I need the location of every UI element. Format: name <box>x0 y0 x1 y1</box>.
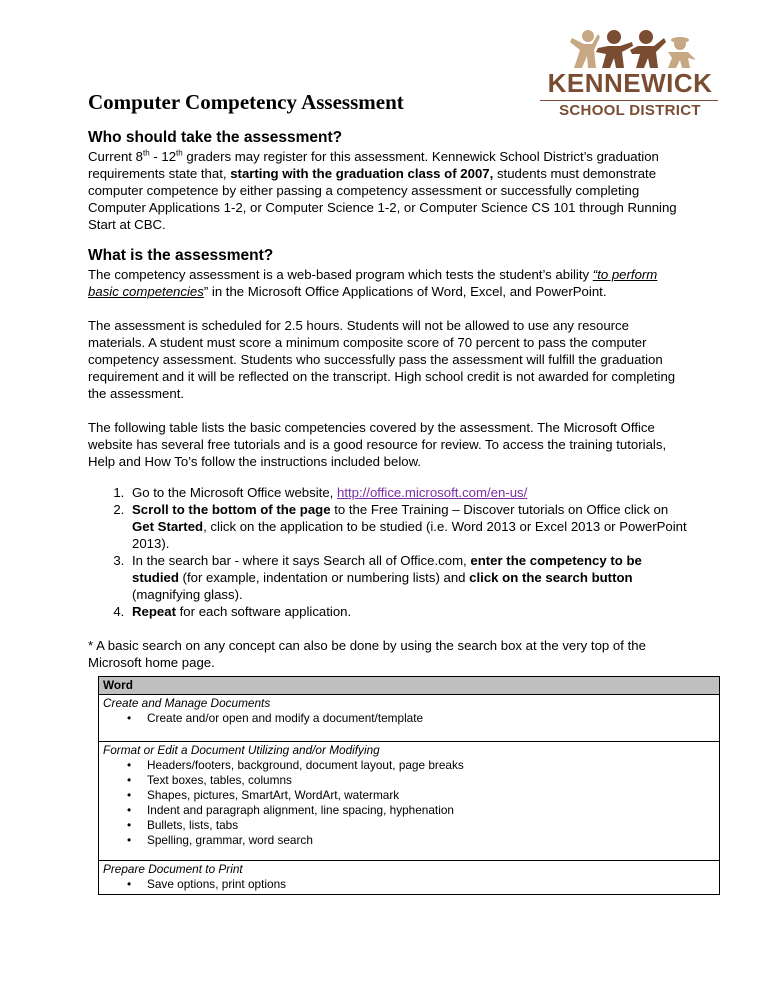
competency-group-title: Create and Manage Documents <box>103 696 271 710</box>
instruction-step: 4. Repeat for each software application. <box>128 603 688 620</box>
competency-item: • Create and/or open and modify a document/template <box>103 711 715 726</box>
what-paragraph-3: The following table lists the basic competencies covered by the assessment. The Microsoft Office website has several free tutorials and is a good resource for review. To access the training tutorials, Help and How To’s follow the instructions included below. <box>88 420 667 469</box>
logo-subtitle: SCHOOL DISTRICT <box>559 102 701 119</box>
instruction-step: 2. Scroll to the bottom of the page to the Free Training – Discover tutorials on Office click on Get Started, click on the application to be studied (i.e. Word 2013 or Excel 2013 or PowerPoint 2013). <box>128 501 688 552</box>
competency-item: • Indent and paragraph alignment, line spacing, hyphenation <box>103 803 715 818</box>
what-paragraph-1: The competency assessment is a web-based program which tests the student’s ability “to perform basic competencies” in the Microsoft Office Applications of Word, Excel, and PowerPoint. <box>88 267 658 299</box>
people-figures-icon <box>538 28 720 72</box>
document-body <box>88 128 688 671</box>
table-row <box>99 695 720 742</box>
competency-item: • Bullets, lists, tabs <box>103 818 715 833</box>
competency-item: • Spelling, grammar, word search <box>103 833 715 848</box>
table-row <box>99 861 720 895</box>
section-heading-who: Who should take the assessment? <box>88 129 343 146</box>
table-header-word: Word <box>99 677 720 695</box>
what-paragraph-2: The assessment is scheduled for 2.5 hours. Students will not be allowed to use any resource materials. A student must score a minimum composite score of 70 percent to pass the computer competency assessment. Students who successfully pass the assessment will fulfill the graduation requirement and it will be reflected on the transcript. High school credit is not awarded for completing the assessment. <box>88 318 676 401</box>
competency-item: • Text boxes, tables, columns <box>103 773 715 788</box>
district-logo <box>538 28 720 118</box>
office-website-link[interactable]: http://office.microsoft.com/en-us/ <box>336 485 528 500</box>
document-title: Computer Competency Assessment <box>88 90 404 114</box>
competency-item: • Headers/footers, background, document layout, page breaks <box>103 758 715 773</box>
competency-group-title: Format or Edit a Document Utilizing and/or Modifying <box>103 743 380 757</box>
who-paragraph: Current 8th - 12th graders may register for this assessment. Kennewick School District’s graduation requirements state that, starting with the graduation class of 2007, students must demonstrate computer competence by either passing a competency assessment or successfully completing Computer Applications 1-2, or Computer Science 1-2, or Computer Science CS 101 through Running Start at CBC. <box>88 148 677 232</box>
competency-item: • Save options, print options <box>103 877 715 892</box>
competency-table <box>98 676 720 895</box>
search-note: * A basic search on any concept can also be done by using the search box at the very top of the Microsoft home page. <box>88 638 646 670</box>
instruction-step: 3. In the search bar - where it says Search all of Office.com, enter the competency to be studied (for example, indentation or numbering lists) and click on the search button (magnifying glass). <box>128 552 688 603</box>
competency-item: • Shapes, pictures, SmartArt, WordArt, watermark <box>103 788 715 803</box>
instruction-step: 1. Go to the Microsoft Office website, http://office.microsoft.com/en-us/ <box>128 484 688 501</box>
logo-wordmark: KENNEWICK <box>547 68 713 98</box>
table-row <box>99 742 720 861</box>
section-heading-what: What is the assessment? <box>88 247 274 264</box>
instruction-list <box>88 484 688 620</box>
competency-group-title: Prepare Document to Print <box>103 862 243 876</box>
logo-divider <box>540 100 718 101</box>
